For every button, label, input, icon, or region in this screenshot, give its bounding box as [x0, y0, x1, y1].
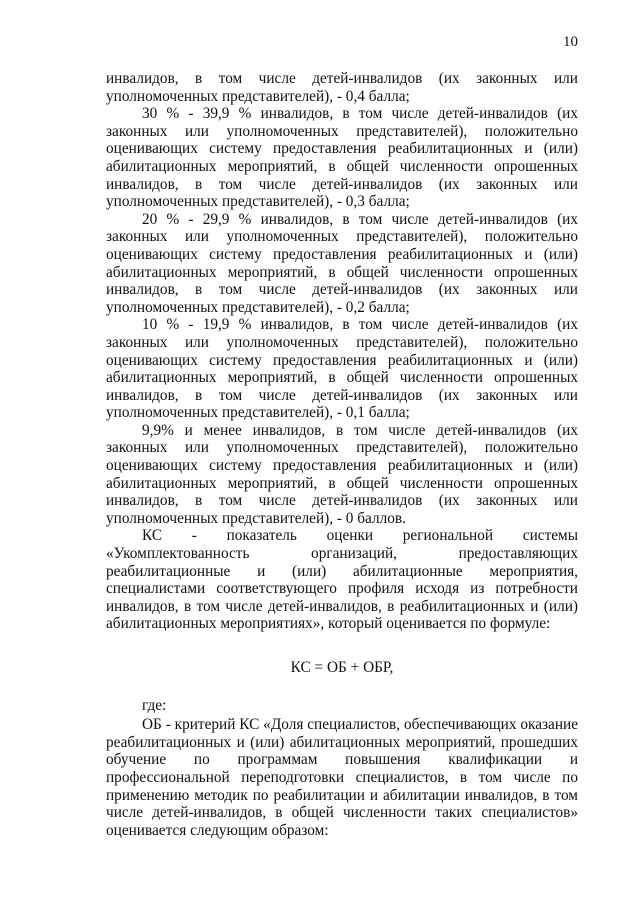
paragraph-9-9-less: 9,9% и менее инвалидов, в том числе детей-инвалидов (их законных или уполномоченных представителей), положительно оценивающих систему предоставления реабилитационных и (или) абилитационных мероприятий, в общей численности опрошенных инвалидов, в том числе детей-инвалидов (их законных или уполномоченных представителей), - 0 баллов.: [106, 421, 578, 527]
page-number: 10: [563, 34, 578, 50]
paragraph-20-29: 20 % - 29,9 % инвалидов, в том числе детей-инвалидов (их законных или уполномоченных представителей), положительно оценивающих систему предоставления реабилитационных и (или) абилитационных мероприятий, в общей численности опрошенных инвалидов, в том числе детей-инвалидов (их законных или уполномоченных представителей), - 0,2 балла;: [106, 210, 578, 316]
formula: КС = ОБ + ОБР,: [290, 659, 394, 676]
paragraph-10-19: 10 % - 19,9 % инвалидов, в том числе детей-инвалидов (их законных или уполномоченных представителей), положительно оценивающих систему предоставления реабилитационных и (или) абилитационных мероприятий, в общей численности опрошенных инвалидов, в том числе детей-инвалидов (их законных или уполномоченных представителей), - 0,1 балла;: [106, 316, 578, 422]
paragraph-ks-definition: КС - показатель оценки региональной системы «Укомплектованность организаций, предоставляющих реабилитационные и (или) абилитационные мероприятия, специалистами соответствующего профиля исходя из потребности инвалидов, в том числе детей-инвалидов, в реабилитационных и (или) абилитационных мероприятиях», который оценивается по формуле:: [106, 527, 578, 633]
paragraph-continuation: инвалидов, в том числе детей-инвалидов (их законных или уполномоченных представителей), - 0,4 балла;: [106, 70, 578, 105]
where-label: где:: [142, 696, 167, 714]
document-body: [106, 70, 578, 839]
paragraph-30-39: 30 % - 39,9 % инвалидов, в том числе детей-инвалидов (их законных или уполномоченных представителей), положительно оценивающих систему предоставления реабилитационных и (или) абилитационных мероприятий, в общей численности опрошенных инвалидов, в том числе детей-инвалидов (их законных или уполномоченных представителей), - 0,3 балла;: [106, 105, 578, 211]
paragraph-ob-criterion: ОБ - критерий КС «Доля специалистов, обеспечивающих оказание реабилитационных и (или) абилитационных мероприятий, прошедших обучение по программам повышения квалификации и профессиональной переподготовки специалистов, в том числе по применению методик по реабилитации и абилитации инвалидов, в том числе детей-инвалидов, в общей численности таких специалистов» оценивается следующим образом:: [106, 716, 578, 839]
